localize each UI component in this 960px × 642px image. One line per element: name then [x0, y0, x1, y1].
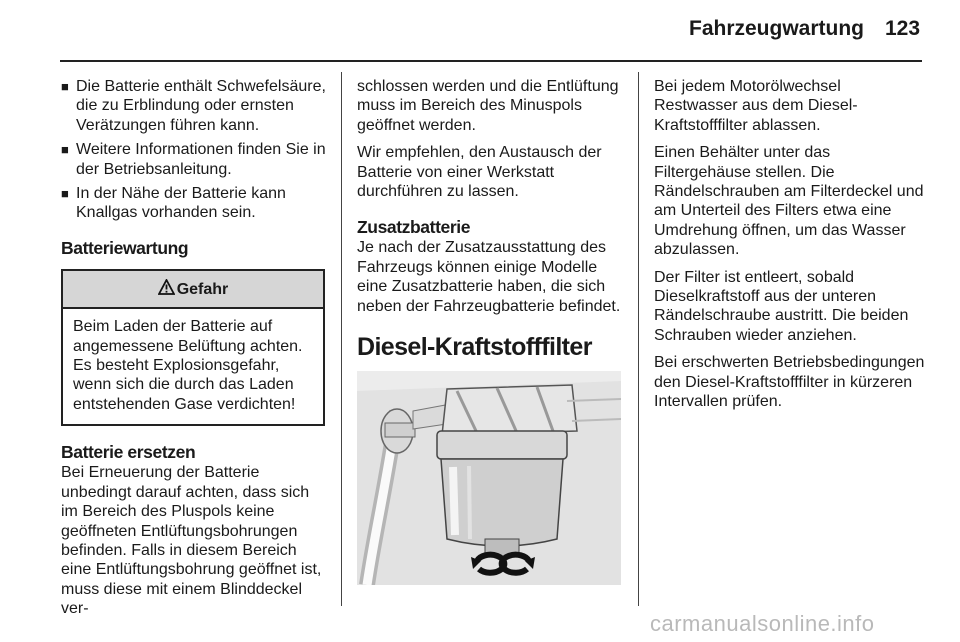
- warning-triangle-icon: [158, 279, 175, 300]
- danger-box: [61, 269, 325, 426]
- watermark: carmanualsonline.info: [650, 611, 875, 636]
- section-batterie-ersetzen: [61, 442, 329, 618]
- fuel-filter-illustration: [357, 371, 621, 585]
- page-number: 123: [885, 17, 921, 40]
- paragraph: Einen Behälter unter das Filtergehäuse stellen. Die Rändelschrauben am Filterdeckel und am Unterteil des Filters etwa eine Umdrehung öffnen, um das Wasser abzulassen.: [654, 144, 924, 259]
- subheading-batterie-ersetzen: Batterie ersetzen: [61, 442, 196, 463]
- bullet-square-icon: ■: [61, 142, 69, 158]
- bullet-text: Die Batterie enthält Schwefelsäure, die zu Erblindung oder ernsten Verätzungen führen kann.: [76, 78, 326, 134]
- paragraph: schlossen werden und die Entlüftung muss im Bereich des Minuspols geöffnet werden.: [357, 78, 619, 134]
- column-divider: [638, 72, 639, 606]
- section-heading-diesel-kraftstofffilter: Diesel-Kraftstofffilter: [357, 333, 592, 362]
- danger-header: [63, 271, 323, 309]
- column-1: [61, 77, 329, 619]
- section-zusatzbatterie: [357, 217, 625, 316]
- bullet-square-icon: ■: [61, 79, 69, 94]
- column-3: [654, 77, 928, 420]
- paragraph: Je nach der Zusatzausstattung des Fahrzeugs können einige Modelle eine Zusatzbatterie haben, die sich neben der Fahrzeugbatterie befindet.: [357, 239, 621, 315]
- bullet-item: [61, 77, 329, 135]
- bullet-text: In der Nähe der Batterie kann Knallgas vorhanden sein.: [76, 185, 286, 222]
- paragraph: Wir empfehlen, den Austausch der Batterie von einer Werkstatt durchführen zu lassen.: [357, 144, 602, 201]
- column-2: [357, 77, 625, 585]
- paragraph: Bei Erneuerung der Batterie unbedingt darauf achten, dass sich im Bereich des Pluspols keine geöffneten Entlüftungsbohrungen befinden. Falls in diesem Bereich eine Entlüftungsbohrung geöffnet ist, muss diese mit einem Blinddeckel ver-: [61, 464, 322, 618]
- paragraph: Bei erschwerten Betriebsbedingungen den Diesel-Kraftstofffilter in kürzeren Intervallen prüfen.: [654, 354, 925, 411]
- bullet-text: Weitere Informationen finden Sie in der Betriebsanleitung.: [76, 141, 326, 178]
- page-header: [0, 0, 960, 62]
- section-heading-batteriewartung: Batteriewartung: [61, 237, 189, 258]
- header-rule: [60, 60, 922, 62]
- column-divider: [341, 72, 342, 606]
- bullet-item: [61, 184, 329, 223]
- danger-title: Gefahr: [176, 280, 229, 298]
- bullet-square-icon: ■: [61, 186, 69, 202]
- danger-text: Beim Laden der Batterie auf angemessene Belüftung achten. Es besteht Explosionsgefahr, wenn sich die durch das Laden entstehenden Gase verdichten!: [73, 318, 303, 413]
- paragraph: Bei jedem Motorölwechsel Restwasser aus dem Diesel-Kraftstofffilter ablassen.: [654, 78, 858, 134]
- page-title: Fahrzeugwartung: [689, 17, 865, 40]
- subheading-zusatzbatterie: Zusatzbatterie: [357, 217, 471, 238]
- bullet-item: [61, 140, 329, 179]
- paragraph: Der Filter ist entleert, sobald Dieselkraftstoff aus der unteren Rändelschraube austritt. Die beiden Schrauben wieder anziehen.: [654, 268, 909, 344]
